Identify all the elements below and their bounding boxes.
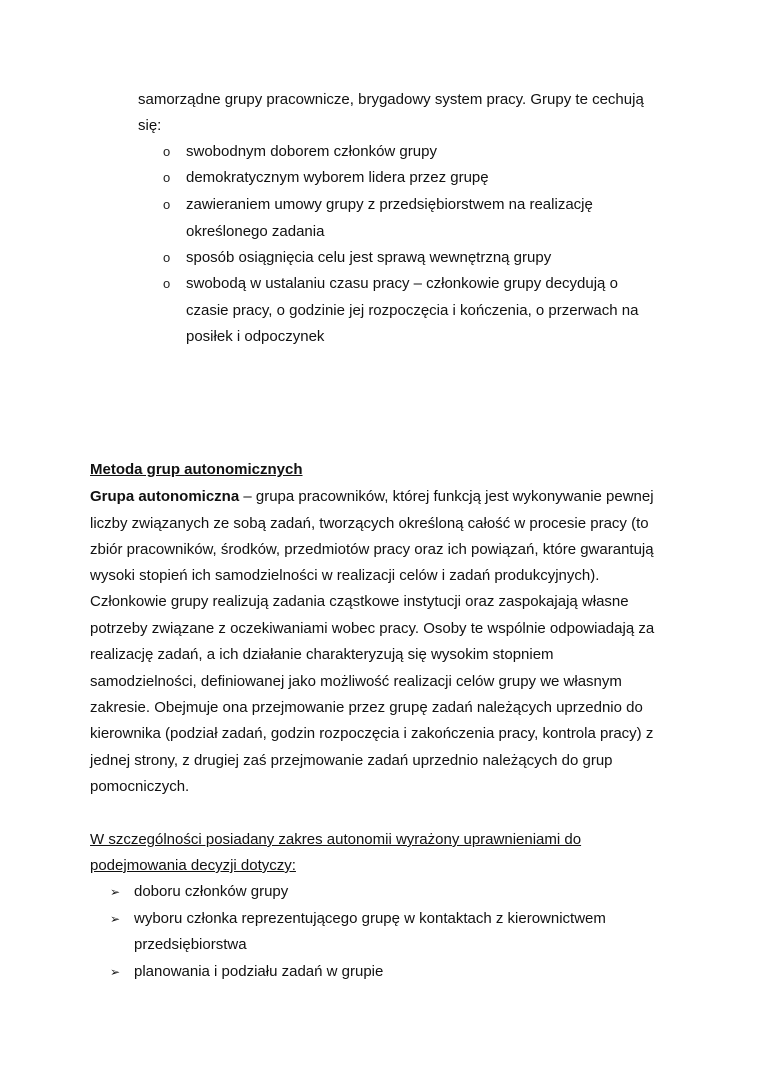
paragraph-line: Członkowie grupy realizują zadania cząstkowe instytucji oraz zaspokajają własne: [90, 593, 629, 610]
list-item-text: sposób osiągnięcia celu jest sprawą wewnętrzną grupy: [186, 249, 552, 266]
paragraph-line: jednej strony, z drugiej zaś przejmowanie zadań uprzednio należących do grup: [90, 752, 613, 769]
list-item-text: przedsiębiorstwa: [134, 936, 247, 953]
autonomy-intro-line: W szczególności posiadany zakres autonomii wyrażony uprawnieniami do: [90, 831, 582, 848]
paragraph-line: kierownika (podział zadań, godzin rozpoczęcia i zakończenia pracy, kontrola pracy) z: [90, 725, 654, 742]
list-item-text: planowania i podziału zadań w grupie: [134, 963, 384, 980]
paragraph-line: zakresie. Obejmuje ona przejmowanie przez grupę zadań należących uprzednio do: [90, 699, 643, 716]
list-item-text: zawieraniem umowy grupy z przedsiębiorstwem na realizację: [186, 196, 593, 213]
bullet-circle-icon: o: [163, 144, 171, 159]
section-heading: Metoda grup autonomicznych: [90, 461, 303, 478]
list-item-text: czasie pracy, o godzinie jej rozpoczęcia i kończenia, o przerwach na: [186, 302, 639, 319]
paragraph-line: wysoki stopień ich samodzielności w realizacji celów i zadań produkcyjnych).: [90, 567, 600, 584]
intro-line: się:: [138, 117, 162, 134]
bullet-circle-icon: o: [163, 170, 171, 185]
term-bold: Grupa autonomiczna: [90, 488, 240, 505]
paragraph-line: samodzielności, definiowanej jako możliwość realizacji celów grupy we własnym: [90, 673, 622, 690]
paragraph-line: potrzeby związane z oczekiwaniami wobec pracy. Osoby te wspólnie odpowiadają za: [90, 620, 655, 637]
paragraph-line: realizację zadań, a ich działanie charakteryzują się wysokim stopniem: [90, 646, 554, 663]
list-item-text: wyboru członka reprezentującego grupę w kontaktach z kierownictwem: [134, 910, 606, 927]
list-item-text: doboru członków grupy: [134, 883, 289, 900]
autonomy-intro-line: podejmowania decyzji dotyczy:: [90, 857, 296, 874]
bullet-circle-icon: o: [163, 197, 171, 212]
arrow-bullet-icon: ➢: [110, 885, 121, 899]
paragraph-line: [90, 487, 654, 507]
intro-line: samorządne grupy pracownicze, brygadowy system pracy. Grupy te cechują: [138, 91, 644, 108]
term-definition: – grupa pracowników, której funkcją jest wykonywanie pewnej: [239, 488, 654, 505]
list-item-text: posiłek i odpoczynek: [186, 328, 325, 345]
list-item-text: swobodą w ustalaniu czasu pracy – członkowie grupy decydują o: [186, 275, 618, 292]
paragraph-line: pomocniczych.: [90, 778, 190, 795]
bullet-circle-icon: o: [163, 250, 171, 265]
bullet-circle-icon: o: [163, 276, 171, 291]
list-item-text: swobodnym doborem członków grupy: [186, 143, 437, 160]
arrow-bullet-icon: ➢: [110, 912, 121, 926]
list-item-text: demokratycznym wyborem lidera przez grupę: [186, 169, 489, 186]
arrow-bullet-icon: ➢: [110, 965, 121, 979]
paragraph-line: liczby związanych ze sobą zadań, tworzących określoną całość w procesie pracy (to: [90, 515, 649, 532]
paragraph-line: zbiór pracowników, środków, przedmiotów pracy oraz ich powiązań, które gwarantują: [90, 541, 654, 558]
list-item-text: określonego zadania: [186, 223, 325, 240]
